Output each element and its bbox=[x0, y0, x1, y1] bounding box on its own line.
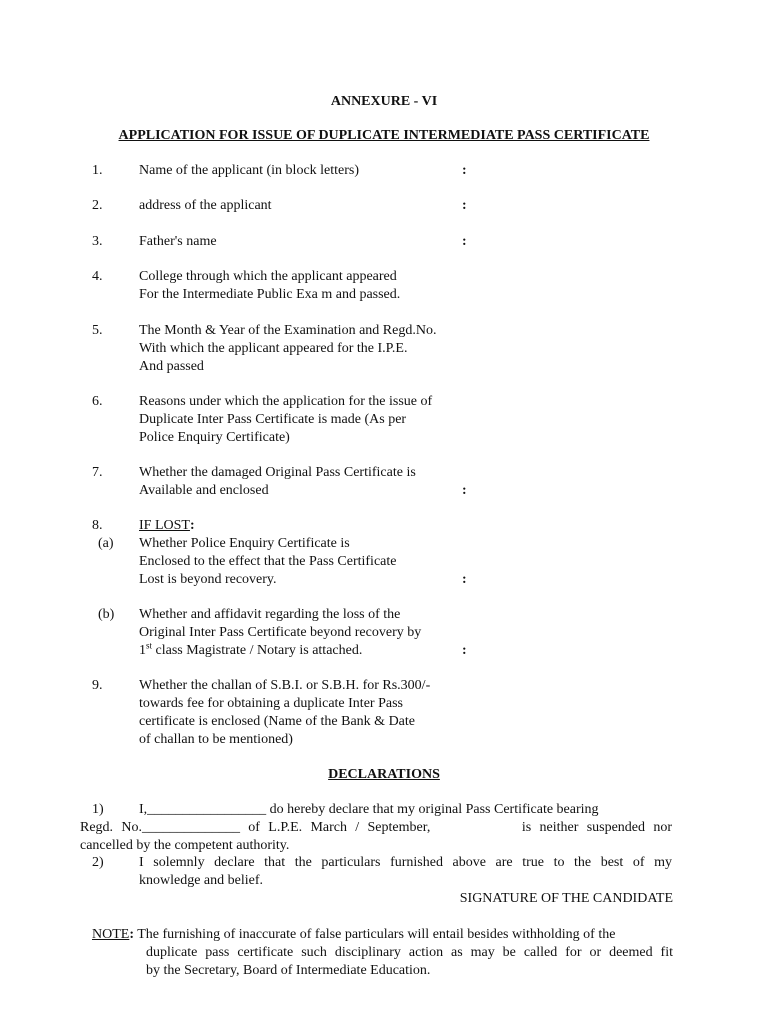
item-colon: : bbox=[462, 572, 467, 587]
item-colon: : bbox=[462, 234, 467, 249]
form-title: APPLICATION FOR ISSUE OF DUPLICATE INTERMEDIATE PASS CERTIFICATE bbox=[118, 128, 650, 143]
item-text: And passed bbox=[139, 359, 204, 374]
item-text: College through which the applicant appeared bbox=[139, 269, 397, 284]
item-number: 9. bbox=[92, 678, 103, 693]
if-lost-colon: : bbox=[189, 518, 195, 533]
declaration-number: 2) bbox=[92, 855, 104, 870]
item-text: Duplicate Inter Pass Certificate is made (As per bbox=[139, 412, 407, 427]
declaration-text: cancelled by the competent authority. bbox=[80, 838, 290, 853]
item-text: Enclosed to the effect that the Pass Certificate bbox=[139, 554, 397, 569]
declarations-title: DECLARATIONS bbox=[328, 767, 440, 782]
item-text: 1 bbox=[139, 643, 146, 658]
annexure-title: ANNEXURE - VI bbox=[330, 94, 438, 109]
item-number: 4. bbox=[92, 269, 103, 284]
item-text: Available and enclosed bbox=[139, 483, 269, 498]
item-number: 8. bbox=[92, 518, 103, 533]
declaration-number: 1) bbox=[92, 802, 104, 817]
signature-label: SIGNATURE OF THE CANDIDATE bbox=[459, 891, 673, 906]
item-text: Whether and affidavit regarding the loss of the bbox=[139, 607, 401, 622]
declaration-text: Regd. No.______________ of L.P.E. March / September, is neither suspended nor bbox=[80, 820, 672, 835]
item-text: Name of the applicant (in block letters) bbox=[139, 163, 360, 178]
item-text: of challan to be mentioned) bbox=[139, 732, 293, 747]
item-text: Whether the challan of S.B.I. or S.B.H. for Rs.300/- bbox=[139, 678, 431, 693]
item-text: Police Enquiry Certificate) bbox=[139, 430, 290, 445]
item-text: With which the applicant appeared for the I.P.E. bbox=[139, 341, 408, 356]
item-text: Father's name bbox=[139, 234, 217, 249]
item-colon: : bbox=[462, 483, 467, 498]
item-number: 6. bbox=[92, 394, 103, 409]
item-subnumber: (a) bbox=[98, 536, 114, 551]
item-colon: : bbox=[462, 163, 467, 178]
item-number: 1. bbox=[92, 163, 103, 178]
item-text: Whether Police Enquiry Certificate is bbox=[139, 536, 350, 551]
note-text: duplicate pass certificate such disciplinary action as may be called for or deemed fit bbox=[146, 945, 673, 960]
item-text: Whether the damaged Original Pass Certificate is bbox=[139, 465, 416, 480]
item-text: Lost is beyond recovery. bbox=[139, 572, 277, 587]
item-text: Original Inter Pass Certificate beyond recovery by bbox=[139, 625, 422, 640]
item-text: address of the applicant bbox=[139, 198, 272, 213]
declaration-text: I solemnly declare that the particulars furnished above are true to the best of my bbox=[139, 855, 672, 870]
item-number: 2. bbox=[92, 198, 103, 213]
note-text: The furnishing of inaccurate of false particulars will entail besides withholding of the bbox=[134, 927, 616, 942]
declaration-text: I,_________________ do hereby declare that my original Pass Certificate bearing bbox=[139, 802, 599, 817]
item-text: Reasons under which the application for the issue of bbox=[139, 394, 433, 409]
note-label: NOTE bbox=[92, 927, 130, 942]
item-subnumber: (b) bbox=[98, 607, 115, 622]
item-number: 3. bbox=[92, 234, 103, 249]
item-colon: : bbox=[462, 198, 467, 213]
declaration-text: knowledge and belief. bbox=[139, 873, 264, 888]
item-colon: : bbox=[462, 643, 467, 658]
item-number: 5. bbox=[92, 323, 103, 338]
item-text: The Month & Year of the Examination and Regd.No. bbox=[139, 323, 437, 338]
if-lost-heading: IF LOST bbox=[139, 518, 190, 533]
item-text: towards fee for obtaining a duplicate Inter Pass bbox=[139, 696, 403, 711]
ordinal-suffix: st bbox=[146, 640, 153, 651]
note-colon: : bbox=[129, 927, 134, 942]
item-text: certificate is enclosed (Name of the Bank & Date bbox=[139, 714, 415, 729]
item-text: class Magistrate / Notary is attached. bbox=[152, 643, 363, 658]
note-text: by the Secretary, Board of Intermediate Education. bbox=[146, 963, 431, 978]
item-text: For the Intermediate Public Exa m and passed. bbox=[139, 287, 401, 302]
item-number: 7. bbox=[92, 465, 103, 480]
